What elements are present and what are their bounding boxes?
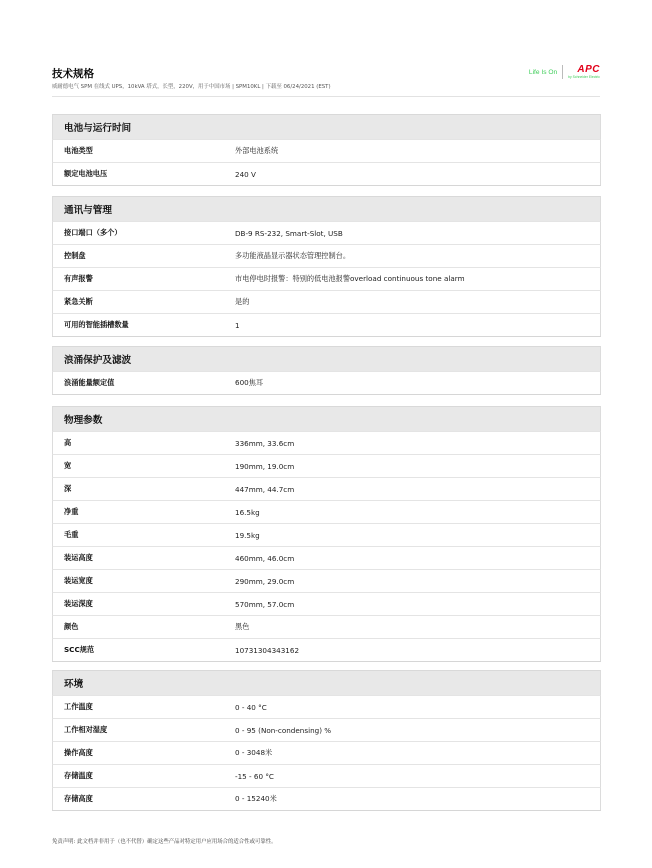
spec-label: 净重: [64, 507, 79, 516]
spec-label: 紧急关断: [64, 297, 93, 306]
spec-section: [52, 670, 601, 811]
spec-label: 毛重: [64, 530, 79, 539]
brand-divider: [562, 65, 563, 79]
section-header: [52, 114, 601, 139]
spec-value: 19.5kg: [235, 530, 260, 540]
spec-value: 是的: [235, 297, 250, 306]
apc-logo: [568, 65, 600, 80]
spec-row: [52, 139, 601, 162]
spec-value: 市电停电时报警：特别的低电池报警overload continuous tone alarm: [235, 274, 465, 283]
spec-row: [52, 290, 601, 313]
spec-row: [52, 162, 601, 185]
spec-value: 16.5kg: [235, 507, 260, 517]
spec-section: [52, 196, 601, 337]
spec-row: [52, 615, 601, 638]
spec-value: 447mm, 44.7cm: [235, 484, 295, 494]
spec-value: 570mm, 57.0cm: [235, 599, 295, 609]
spec-label: 存储高度: [64, 794, 93, 803]
spec-row: [52, 764, 601, 787]
spec-label: 控制盘: [64, 251, 86, 260]
page-title: 技术规格: [52, 68, 94, 80]
header-divider: [52, 96, 600, 97]
spec-row: [52, 500, 601, 523]
spec-section: [52, 114, 601, 186]
spec-row: [52, 267, 601, 290]
spec-value: 黑色: [235, 622, 250, 631]
spec-row: [52, 638, 601, 661]
section-header: [52, 406, 601, 431]
spec-value: 190mm, 19.0cm: [235, 461, 295, 471]
section-title: 通讯与管理: [64, 205, 112, 216]
section-title: 环境: [64, 679, 84, 690]
section-title: 电池与运行时间: [64, 123, 132, 134]
document-header: [52, 62, 600, 96]
spec-row: [52, 741, 601, 764]
section-title: 浪涌保护及滤波: [64, 355, 132, 366]
spec-value: 0 - 15240米: [235, 794, 277, 803]
spec-label: 有声报警: [64, 274, 93, 283]
section-header: [52, 346, 601, 371]
spec-label: 颜色: [64, 622, 79, 631]
spec-value: 10731304343162: [235, 645, 300, 655]
spec-row: [52, 454, 601, 477]
spec-row: [52, 546, 601, 569]
spec-label: 装运宽度: [64, 576, 93, 585]
spec-label: 装运深度: [64, 599, 93, 608]
spec-value: 0 - 95 (Non-condensing) %: [235, 725, 332, 735]
spec-label: 额定电池电压: [64, 169, 108, 178]
spec-value: 600焦耳: [235, 378, 264, 387]
spec-label: 装运高度: [64, 553, 93, 562]
spec-row: [52, 313, 601, 336]
section-header: [52, 196, 601, 221]
spec-row: [52, 592, 601, 615]
spec-label: 高: [64, 438, 72, 447]
spec-label: 工作相对湿度: [64, 725, 108, 734]
spec-value: 1: [235, 320, 240, 330]
spec-label: 浪涌能量额定值: [64, 378, 115, 387]
spec-row: [52, 523, 601, 546]
spec-value: 336mm, 33.6cm: [235, 438, 295, 448]
section-title: 物理参数: [64, 415, 103, 426]
brand-logos: [529, 64, 600, 80]
spec-section: [52, 406, 601, 662]
spec-label: 存储温度: [64, 771, 93, 780]
spec-label: 操作高度: [64, 748, 93, 757]
spec-row: [52, 221, 601, 244]
spec-label: 宽: [64, 461, 72, 470]
spec-label: 接口端口（多个）: [64, 228, 122, 237]
spec-row: [52, 695, 601, 718]
spec-value: 460mm, 46.0cm: [235, 553, 295, 563]
spec-section: [52, 346, 601, 395]
spec-row: [52, 477, 601, 500]
spec-value: 外部电池系统: [235, 146, 279, 155]
spec-value: 多功能液晶显示器状态管理控制台。: [235, 251, 351, 260]
spec-label: 深: [64, 484, 72, 493]
spec-value: 290mm, 29.0cm: [235, 576, 295, 586]
section-header: [52, 670, 601, 695]
spec-value: 0 - 40 °C: [235, 702, 267, 712]
life-is-on-logo: Life Is On: [528, 68, 558, 76]
spec-value: 0 - 3048米: [235, 748, 273, 757]
spec-row: [52, 244, 601, 267]
spec-label: 工作温度: [64, 702, 93, 711]
spec-label: 电池类型: [64, 146, 93, 155]
spec-row: [52, 787, 601, 810]
apc-logo-subtext: by Schneider Electric: [568, 74, 600, 79]
spec-label: SCC规范: [64, 645, 95, 654]
spec-row: [52, 569, 601, 592]
spec-value: 240 V: [235, 169, 256, 179]
spec-row: [52, 718, 601, 741]
apc-logo-text: APC: [577, 63, 600, 75]
spec-row: [52, 431, 601, 454]
spec-label: 可用的智能插槽数量: [64, 320, 129, 329]
disclaimer: 免责声明: 此文档并非用于（也不代替）确定这些产品对特定用户应用场合的适合性或可靠性。: [52, 839, 277, 845]
spec-row: [52, 371, 601, 394]
spec-value: DB-9 RS-232, Smart-Slot, USB: [235, 228, 343, 238]
page-subtitle: 威耐德电气 SPM 在线式 UPS，10kVA 塔式，长型，220V，用于中国市场 | SPM10KL | 下载至 06/24/2021 (EST): [52, 84, 331, 90]
spec-value: -15 - 60 °C: [235, 771, 274, 781]
